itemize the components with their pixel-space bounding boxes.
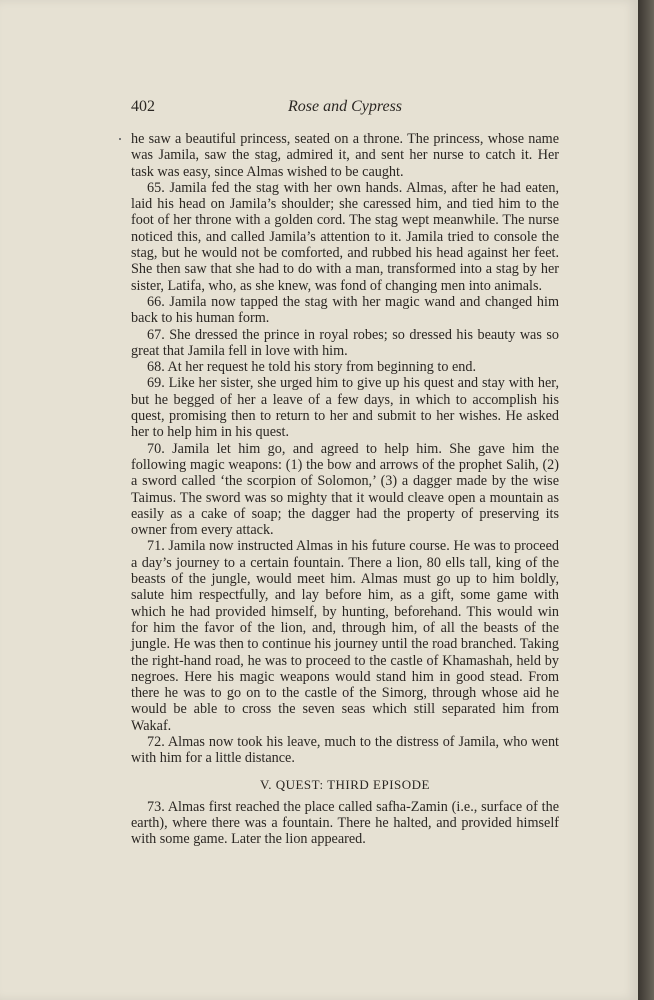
body-text [131, 131, 559, 848]
page-number: 402 [131, 98, 155, 115]
paragraph: 70. Jamila let him go, and agreed to help him. She gave him the following magic weapons: (1) the bow and arrows of the prophet Salih, (2) a sword called ‘the scorpion of Solomon,’ (3) a dagger made by the wise Taimus. The sword was so mighty that it would cleave open a mountain as easily as a cake of soap; the dagger had the property of preserving its owner from every attack. [131, 440, 559, 539]
paragraph: 67. She dressed the prince in royal robes; so dressed his beauty was so great that Jamila fell in love with him. [131, 326, 559, 359]
paragraph: he saw a beautiful princess, seated on a throne. The princess, whose name was Jamila, saw the stag, admired it, and sent her nurse to catch it. Her task was easy, since Almas wished to be caught. [131, 131, 559, 180]
section-heading: V. QUEST: THIRD EPISODE [260, 776, 430, 792]
paragraph: 68. At her request he told his story from beginning to end. [147, 359, 477, 376]
page-header [131, 98, 559, 122]
paragraph: 66. Jamila now tapped the stag with her magic wand and changed him back to his human form. [131, 293, 559, 327]
paragraph: 69. Like her sister, she urged him to give up his quest and stay with her, but he begged of her a leave of a few days, in which to accomplish his quest, promising then to return to her and submit to her wishes. He asked her to help him in his quest. [131, 375, 559, 441]
paragraph: 65. Jamila fed the stag with her own hands. Almas, after he had eaten, laid his head on Jamila’s shoulder; she caressed him, and tied him to the foot of her throne with a golden cord. The stag wept meanwhile. The nurse noticed this, and called Jamila’s attention to it. Jamila tried to console the stag, but he would not be comforted, and rubbed his head against her feet. She then saw that she had to do with a man, transformed into a stag by her sister, Latifa, who, as she knew, was fond of changing men into animals. [131, 179, 559, 294]
margin-mark [119, 138, 121, 140]
page-edge-shadow [638, 0, 654, 1000]
running-title: Rose and Cypress [287, 98, 403, 115]
paragraph: 71. Jamila now instructed Almas in his future course. He was to proceed a day’s journey to a certain fountain. There a lion, 80 ells tall, king of the beasts of the jungle, would meet him. Almas must go up to him boldly, salute him respectfully, and lay before him, as a gift, some game with which he had provided himself, by hunting, beforehand. This would win for him the favor of the lion, and, through him, of all the beasts of the jungle. He was then to continue his journey until the road branched. Taking the right-hand road, he was to proceed to the castle of Khamashah, held by negroes. Here his magic weapons would stand him in good stead. From there he was to go on to the castle of the Simorg, through whose aid he would be able to cross the seven seas which still separated him from Wakaf. [131, 538, 559, 734]
paragraph: 72. Almas now took his leave, much to the distress of Jamila, who went with him for a little distance. [131, 733, 559, 767]
paragraph: 73. Almas first reached the place called safha-Zamin (i.e., surface of the earth), where there was a fountain. There he halted, and provided himself with some game. Later the lion appeared. [131, 798, 559, 848]
